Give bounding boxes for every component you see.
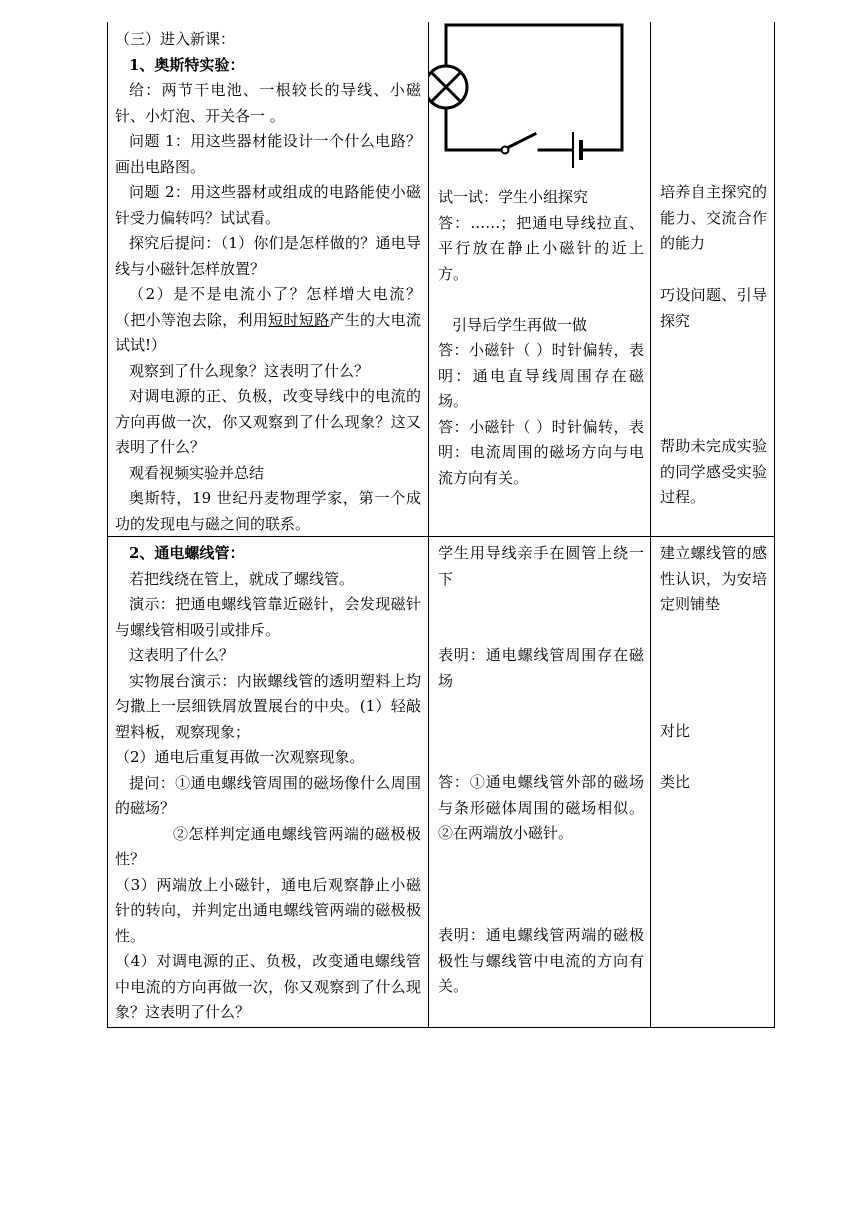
video-text: 观看视频实验并总结: [129, 463, 265, 482]
row2-teacher-activity: [115, 541, 421, 1026]
switch-blade: [509, 134, 535, 147]
row1-intent-1: 培养自主探究的能力、交流合作的能力: [660, 183, 767, 252]
circuit-wire-top: [446, 25, 622, 150]
try-text: 试一试：学生小组探究: [438, 188, 589, 206]
short-circuit-underlined: 短路: [298, 310, 330, 329]
answer-1: 答：……；把通电导线拉直、平行放在静止小磁针的近上方。: [438, 213, 644, 283]
explore-question-2-text-a: （2）是不是电流小了？怎样增大电流？（把小等泡去除，利用: [115, 285, 421, 329]
materials-text: 给：两节干电池、一根较长的导线、小磁针、小灯泡、开关各一 。: [115, 81, 421, 125]
row2-intent-3: 类比: [660, 773, 691, 791]
solenoid-p8: （3）两端放上小磁针，通电后观察静止小磁针的转向，并判定出通电螺线管两端的磁极极性。: [115, 875, 421, 945]
answer-3: 答：小磁针（ ）时针偏转，表明：电流周围的磁场方向与电流方向有关。: [438, 417, 644, 487]
question-2: 问题 2：用这些器材或组成的电路能使小磁针受力偏转吗？试试看。: [115, 183, 421, 227]
oersted-heading: 1、奥斯特实验：: [129, 55, 245, 74]
short-time-underlined: 短时: [268, 310, 299, 329]
solenoid-p9: （4）对调电源的正、负极，改变通电螺线管中电流的方向再做一次，你又观察到了什么现象？这表明了什么？: [115, 952, 421, 1021]
spacer: [438, 287, 644, 313]
row2-intent-2: 对比: [660, 722, 691, 740]
reverse-question: 对调电源的正、负极，改变导线中的电流的方向再做一次，你又观察到了什么现象？这又表明了什么？: [115, 387, 421, 456]
answer-2: 答：小磁针（ ）时针偏转，表明：通电直导线周围存在磁场。: [438, 341, 644, 410]
oersted-text: 奥斯特，19 世纪丹麦物理学家，第一个成功的发现电与磁之间的联系。: [115, 489, 421, 533]
row2-student-1: 学生用导线亲手在圆管上绕一下: [438, 544, 644, 588]
row1-teacher-activity: [115, 27, 421, 537]
row1-student-activity: [438, 185, 644, 491]
solenoid-p5: （2）通电后重复再做一次观察现象。: [115, 748, 365, 766]
row1-intent-2: 巧设问题、引导探究: [660, 286, 767, 330]
solenoid-p7: ②怎样判定通电螺线管两端的磁极极性？: [115, 824, 421, 868]
column-divider-2: [650, 22, 651, 1028]
solenoid-p4: 实物展台演示：内嵌螺线管的透明塑料上均匀撒上一层细铁屑放置展台的中央。(1）轻敲塑料板，观察现象；: [115, 671, 421, 741]
table-border-left: [107, 22, 108, 1028]
solenoid-p1: 若把线绕在管上，就成了螺线管。: [129, 569, 355, 588]
switch-pivot: [502, 147, 509, 154]
explore-question-2: [115, 282, 421, 359]
circuit-wire-left: [446, 109, 501, 150]
section-title: （三）进入新课：: [115, 30, 236, 48]
circuit-diagram: [429, 22, 629, 172]
solenoid-heading: 2、通电螺线管：: [129, 544, 245, 562]
row2-student-2: 表明：通电螺线管周围存在磁场: [438, 646, 644, 690]
row2-intent-1: 建立螺线管的感性认识，为安培定则铺垫: [660, 544, 767, 613]
guide-text: 引导后学生再做一做: [452, 315, 588, 334]
lesson-table: [107, 22, 775, 1028]
observe-question: 观察到了什么现象？这表明了什么？: [129, 361, 370, 380]
explore-question-1: 探究后提问：（1）你们是怎样做的？通电导线与小磁针怎样放置？: [115, 234, 421, 278]
question-1: 问题 1：用这些器材能设计一个什么电路？画出电路图。: [115, 132, 421, 176]
solenoid-p3: 这表明了什么？: [129, 646, 235, 664]
solenoid-p2: 演示：把通电螺线管靠近磁针，会发现磁针与螺线管相吸引或排斥。: [115, 595, 421, 639]
column-divider-1: [428, 22, 429, 1028]
table-border-right: [774, 22, 775, 1028]
row2-student-4: 表明：通电螺线管两端的磁极极性与螺线管中电流的方向有关。: [438, 926, 644, 995]
solenoid-p6: 提问：①通电螺线管周围的磁场像什么周围的磁场？: [115, 773, 421, 817]
explore-question-2-text-b: 产生的大电流试试!）: [115, 310, 421, 354]
row2-student-3: 答：①通电螺线管外部的磁场与条形磁体周围的磁场相似。 ②在两端放小磁针。: [438, 773, 644, 842]
row1-intent-3: 帮助未完成实验的同学感受实验过程。: [660, 437, 767, 506]
table-border-bottom: [107, 1027, 775, 1028]
